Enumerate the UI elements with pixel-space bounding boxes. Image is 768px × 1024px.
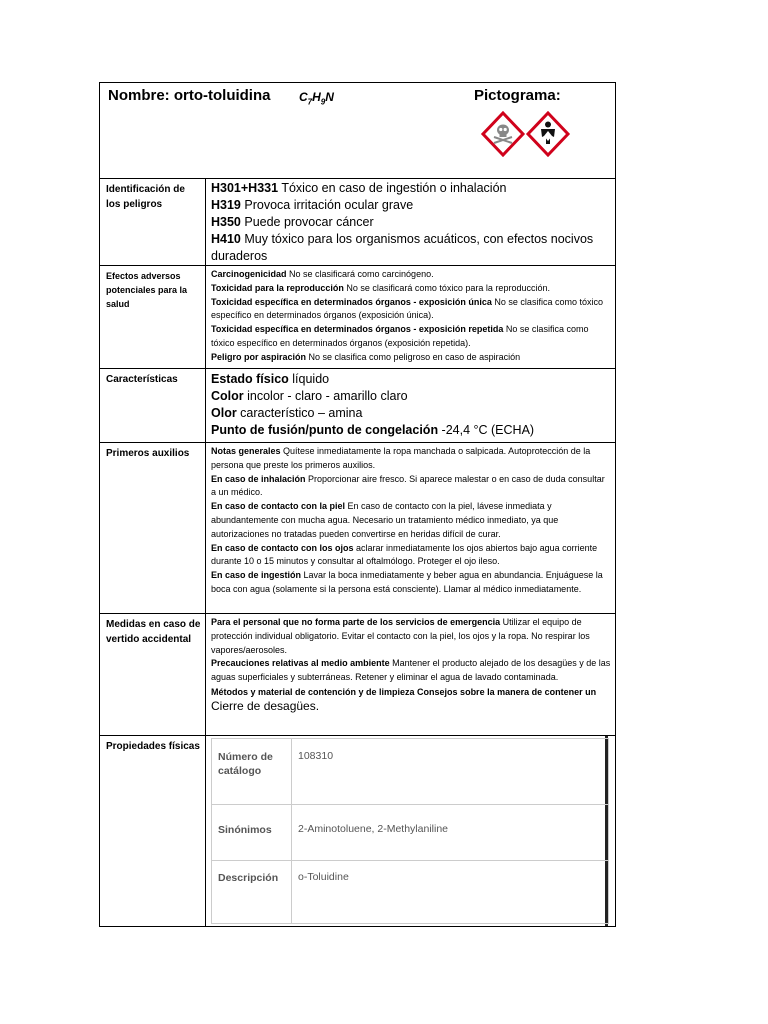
chemical-formula: $C_7H_9N$ [299,90,334,107]
section-label: Características [100,369,206,442]
first-aid-item: En caso de contacto con la piel En caso de contacto con la piel, lávese inmediata y abundantemente con mucha agua. Necesario un tratamiento médico inmediato, ya que autorizaciones no tratadas pueden convertirse en heridas difícil de curar. [211,501,559,539]
table-row [212,805,608,861]
first-aid-item: En caso de ingestión Lavar la boca inmediatamente y beber agua en abundancia. Enjuáguese la boca con agua (solamente si la persona está consciente). Llamar al médico inmediatamente. [211,570,603,594]
effect-item: Toxicidad específica en determinados órganos - exposición repetida No se clasifica como tóxico específico en determinados órganos (exposición repetida). [211,324,589,348]
section-label: Propiedades físicas [100,736,206,926]
characteristic-item: Olor característico – amina [211,406,363,420]
health-hazard-icon [528,113,568,155]
properties-table [211,738,609,924]
section-label: Identificación de los peligros [100,179,206,265]
section-content [206,614,615,735]
section-physical-properties [100,736,615,926]
property-value: o-Toluidine [298,871,349,883]
characteristic-item: Color incolor - claro - amarillo claro [211,389,408,403]
property-value: 2-Aminotoluene, 2-Methylaniline [298,823,448,835]
section-characteristics [100,369,615,443]
pictogram-label: Pictograma: [474,87,561,104]
effect-item: Carcinogenicidad No se clasificará como carcinógeno. [211,269,434,279]
hazard-statement: H410 Muy tóxico para los organismos acuáticos, con efectos nocivos duraderos [211,232,594,263]
hazard-statement: H319 Provoca irritación ocular grave [211,198,414,212]
section-label: Primeros auxilios [100,443,206,613]
hazard-statement: H301+H331 Tóxico en caso de ingestión o inhalación [211,181,507,195]
characteristic-item: Punto de fusión/punto de congelación -24,4 °C (ECHA) [211,423,535,437]
release-measure-item: Precauciones relativas al medio ambiente Mantener el producto alejado de los desagües y de las aguas superficiales y subterráneas. Retener y eliminar el agua de lavado contaminada. [211,658,611,683]
section-content [206,266,615,368]
section-hazard-identification [100,179,615,266]
substance-name: Nombre: orto-toluidina [108,87,271,104]
section-first-aid [100,443,615,614]
pictograms [481,111,571,157]
table-row [212,739,608,805]
section-accidental-release [100,614,615,736]
property-value: 108310 [298,750,334,762]
release-measure-item: Para el personal que no forma parte de los servicios de emergencia Utilizar el equipo de protección individual obligatorio. Evitar el contacto con la piel, los ojos y la ropa. No respirar los vapores/aerosoles. [211,617,590,655]
section-content [206,443,615,613]
effect-item: Toxicidad para la reproducción No se clasificará como tóxico para la reproducción. [211,282,550,293]
section-content [206,369,615,442]
section-health-effects [100,266,615,369]
property-key: Sinónimos [212,805,292,860]
effect-item: Toxicidad específica en determinados órganos - exposición única No se clasifica como tóxico específico en determinados órganos (exposición única). [211,296,603,321]
table-row [212,861,608,923]
property-key: Descripción [212,861,292,923]
first-aid-item: En caso de contacto con los ojos aclarar inmediatamente los ojos abiertos bajo agua corriente durante 10 o 15 minutos y consultar al oftalmólogo. Proteger el ojo ileso. [211,542,598,567]
effect-item: Peligro por aspiración No se clasifica como peligroso en caso de aspiración [211,351,521,362]
section-label: Medidas en caso de vertido accidental [100,614,206,735]
header-row [100,83,615,179]
release-measure-item: Métodos y material de contención y de limpieza Consejos sobre la manera de contener un Cierre de desagües. [211,686,597,713]
property-key: Número de catálogo [212,739,292,804]
skull-crossbones-icon [483,113,523,155]
safety-data-sheet [99,82,616,927]
characteristic-item: Estado físico líquido [211,372,330,386]
first-aid-item: Notas generales Quítese inmediatamente la ropa manchada o salpicada. Autoprotección de la persona que preste los primeros auxilios. [211,446,591,470]
section-label: Efectos adversos potenciales para la salud [100,266,206,368]
section-content [206,179,615,265]
first-aid-item: En caso de inhalación Proporcionar aire fresco. Si aparece malestar o en caso de duda consultar a un médico. [211,473,605,498]
hazard-statement: H350 Puede provocar cáncer [211,215,374,229]
